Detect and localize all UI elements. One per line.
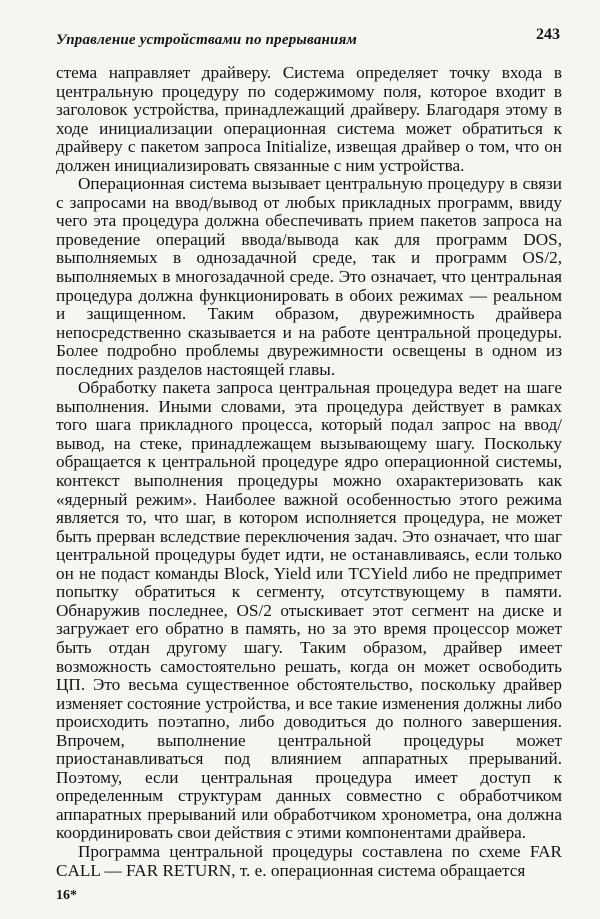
paragraph-2: Операционная система вызывает центральную процедуру в связи с запросами на ввод/вывод от любых прикладных программ, ввиду чего эта процедура должна обеспечивать прием пакетов запроса на проведение операций ввода/вывода как для программ DOS, выполняемых в однозадачной среде, так и программ OS/2, выполняемых в многозадачной среде. Это означает, что центральная процедура должна функционировать в обоих режимах — реальном и защищенном. Таким образом, двурежимность драйвера непосредственно сказывается и на работе центральной процедуры. Более подробно проблемы двурежимности освещены в одном из последних разделов настоящей главы. [56, 174, 562, 379]
body-text [56, 64, 562, 880]
running-head [56, 26, 562, 56]
sheet-signature: 16* [56, 888, 77, 903]
paragraph-3: Обработку пакета запроса центральная процедура ведет на шаге выполнения. Иными словами, эта процедура действует в рамках того шага прикладного процесса, который подал запрос на ввод/вывод, на стеке, принадлежащем вызывающему шагу. Поскольку обращается к центральной процедуре ядро операционной системы, контекст выполнения процедуры можно охарактеризовать как «ядерный режим». Наиболее важной особенностью этого режима является то, что шаг, в котором исполняется процедура, не может быть прерван вследствие переключения задач. Это означает, что шаг центральной процедуры будет идти, не останавливаясь, если только он не подаст команды Block, Yield или TCYield либо не предпримет попытку обратиться к сегменту, отсутствующему в памяти. Обнаружив последнее, OS/2 отыскивает этот сегмент на диске и загружает его обратно в память, но за это время процессор может быть отдан другому шагу. Таким образом, драйвер имеет возможность самостоятельно решать, когда он может освободить ЦП. Это весьма существенное обстоятельство, поскольку драйвер изменяет состояние устройства, и все такие изменения должны либо происходить поэтапно, либо доводиться до полного завершения. Впрочем, выполнение центральной процедуры может приостанавливаться под влиянием аппаратных прерываний. Поэтому, если центральная процедура имеет доступ к определенным структурам данных совместно с обработчиком аппаратных прерываний или обработчиком хронометра, она должна координировать свои действия с этими компонентами драйвера. [56, 378, 562, 843]
page-number: 243 [536, 26, 560, 43]
paragraph-4: Программа центральной процедуры составлена по схеме FAR CALL — FAR RETURN, т. е. операционная система обращается [56, 841, 562, 880]
chapter-title: Управление устройствами по прерываниям [56, 32, 357, 48]
paragraph-1: стема направляет драйверу. Система определяет точку входа в центральную процедуру по содержимому поля, которое входит в заголовок устройства, принадлежащий драйверу. Благодаря этому в ходе инициализации операционная система может обратиться к драйверу с пакетом запроса Initialize, извещая драйвер о том, что он должен инициализировать связанные с ним устройства. [56, 63, 562, 175]
